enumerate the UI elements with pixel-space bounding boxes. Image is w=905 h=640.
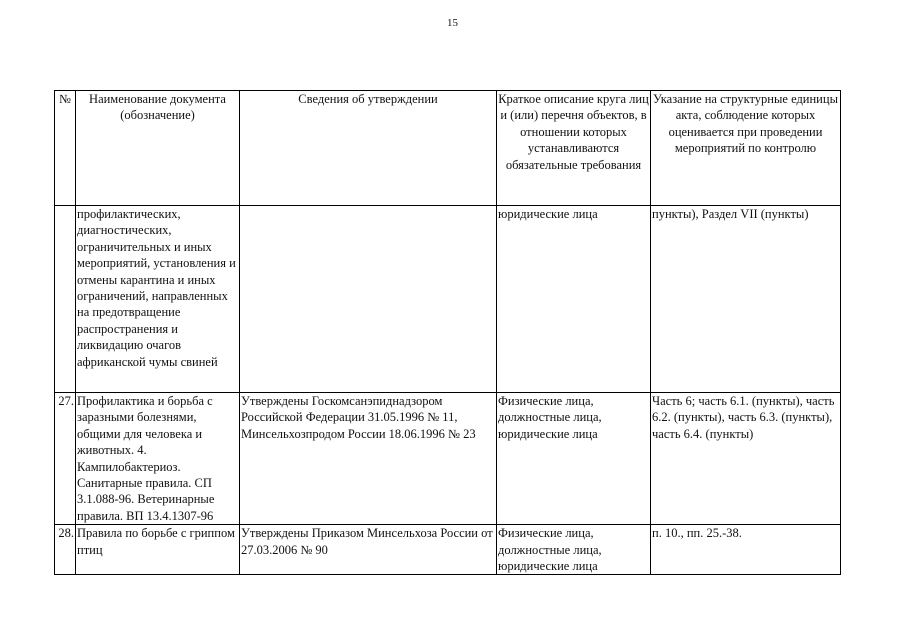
row-num: 27. bbox=[55, 393, 76, 525]
header-units: Указание на структурные единицы акта, соблюдение которых оценивается при проведении мероприятий по контролю bbox=[651, 91, 841, 206]
row-units: п. 10., пп. 25.-38. bbox=[651, 525, 841, 575]
table-header-row bbox=[55, 91, 841, 206]
page-number: 15 bbox=[447, 17, 458, 29]
row-approval bbox=[240, 206, 497, 393]
row-name: Правила по борьбе с гриппом птиц bbox=[76, 525, 240, 575]
row-name: Профилактика и борьба с заразными болезнями, общими для человека и животных. 4. Кампилобактериоз. Санитарные правила. СП 3.1.088-96. Ветеринарные правила. ВП 13.4.1307-96 bbox=[76, 393, 240, 525]
table-row bbox=[55, 206, 841, 393]
header-num: № bbox=[55, 91, 76, 206]
row-units: Часть 6; часть 6.1. (пункты), часть 6.2. (пункты), часть 6.3. (пункты), часть 6.4. (пункты) bbox=[651, 393, 841, 525]
row-units: пункты), Раздел VII (пункты) bbox=[651, 206, 841, 393]
header-name: Наименование документа (обозначение) bbox=[76, 91, 240, 206]
requirements-table bbox=[54, 90, 841, 575]
table-row bbox=[55, 525, 841, 575]
row-approval: Утверждены Госкомсанэпиднадзором Российской Федерации 31.05.1996 № 11, Минсельхозпродом России 18.06.1996 № 23 bbox=[240, 393, 497, 525]
row-persons: юридические лица bbox=[497, 206, 651, 393]
row-persons: Физические лица, должностные лица, юридические лица bbox=[497, 525, 651, 575]
row-name: профилактических, диагностических, ограничительных и иных мероприятий, установления и отмены карантина и иных ограничений, направленных на предотвращение распространения и ликвидацию очагов африканской чумы свиней bbox=[76, 206, 240, 393]
header-approval: Сведения об утверждении bbox=[240, 91, 497, 206]
row-approval: Утверждены Приказом Минсельхоза России от 27.03.2006 № 90 bbox=[240, 525, 497, 575]
header-persons: Краткое описание круга лиц и (или) перечня объектов, в отношении которых устанавливаются обязательные требования bbox=[497, 91, 651, 206]
row-persons: Физические лица, должностные лица, юридические лица bbox=[497, 393, 651, 525]
row-num bbox=[55, 206, 76, 393]
table-row bbox=[55, 393, 841, 525]
row-num: 28. bbox=[55, 525, 76, 575]
